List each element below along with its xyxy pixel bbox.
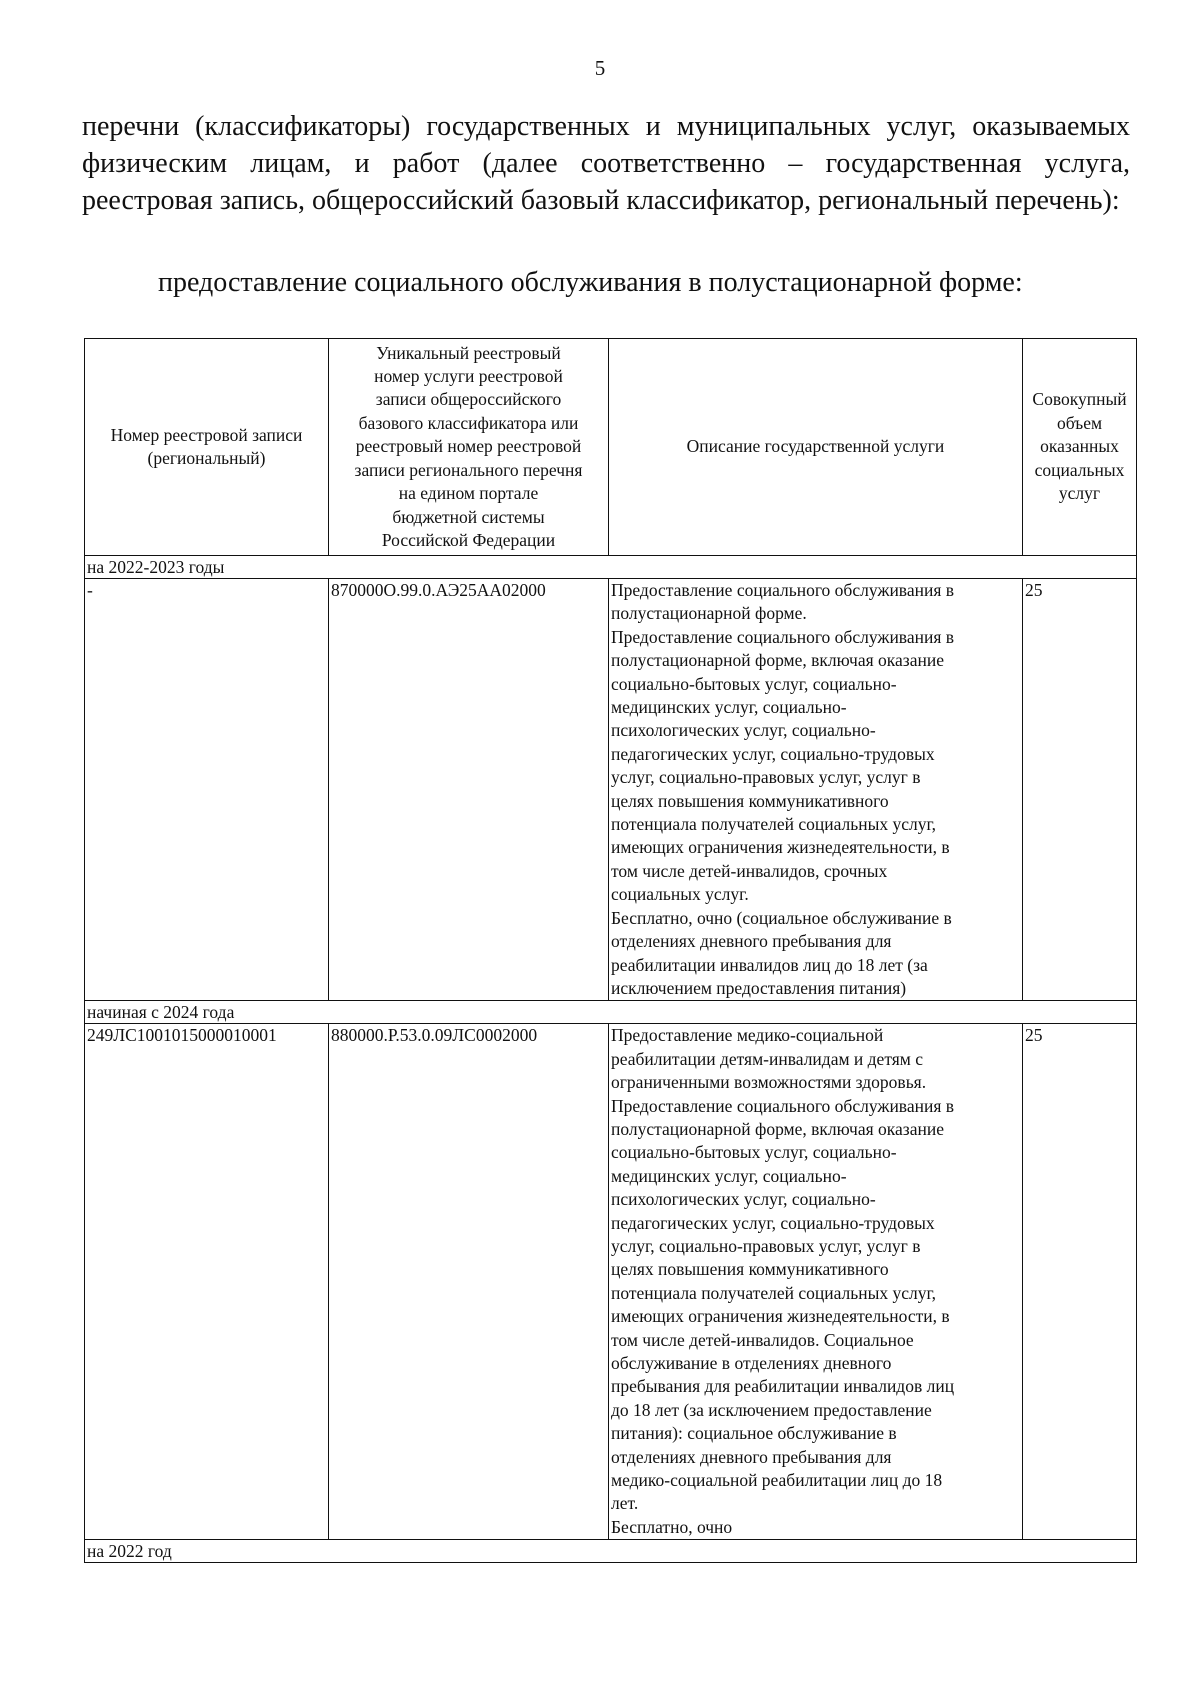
- intro-paragraph: [82, 108, 1130, 219]
- record-number-cell: -: [85, 579, 329, 1001]
- description-cell: Предоставление социального обслуживания в полустационарной форме. Предоставление социального обслуживания в полустационарной форме, включая оказание социально-бытовых услуг, социально- медицинских услуг, социально- психологических услуг, социально- педагогических услуг, социально-трудовых услуг, социально-правовых услуг, услуг в целях повышения коммуникативного потенциала получателей социальных услуг, имеющих ограничения жизнедеятельности, в том числе детей-инвалидов, срочных социальных услуг. Бесплатно, очно (социальное обслуживание в отделениях дневного пребывания для реабилитации инвалидов лиц до 18 лет (за исключением предоставления питания): [609, 579, 1023, 1001]
- section-label: на 2022-2023 годы: [85, 556, 1137, 579]
- section-row: [85, 1540, 1137, 1563]
- section-row: [85, 1001, 1137, 1024]
- header-record-number: Номер реестровой записи (региональный): [85, 339, 329, 556]
- intro-text: перечни (классификаторы) государственных и муниципальных услуг, оказываемых физическим лицам, и работ (далее соответственно – государственная услуга, реестровая запись, общероссийский базовый классификатор, региональный перечень):: [82, 111, 1130, 216]
- section-label: на 2022 год: [85, 1540, 1137, 1563]
- header-unique-number: Уникальный реестровый номер услуги реестровой записи общероссийского базового классификатора или реестровый номер реестровой записи регионального перечня на едином портале бюджетной системы Российской Федерации: [329, 339, 609, 556]
- description-cell: Предоставление медико-социальной реабилитации детям-инвалидам и детям с ограниченными возможностями здоровья. Предоставление социального обслуживания в полустационарной форме, включая оказание социально-бытовых услуг, социально- медицинских услуг, социально- психологических услуг, социально- педагогических услуг, социально-трудовых услуг, социально-правовых услуг, услуг в целях повышения коммуникативного потенциала получателей социальных услуг, имеющих ограничения жизнедеятельности, в том числе детей-инвалидов. Социальное обслуживание в отделениях дневного пребывания для реабилитации инвалидов лиц до 18 лет (за исключением предоставление питания): социальное обслуживание в отделениях дневного пребывания для медико-социальной реабилитации лиц до 18 лет. Бесплатно, очно: [609, 1024, 1023, 1540]
- header-description: Описание государственной услуги: [609, 339, 1023, 556]
- volume-cell: 25: [1023, 579, 1137, 1001]
- unique-number-cell: 870000О.99.0.АЭ25АА02000: [329, 579, 609, 1001]
- record-number-cell: 249ЛС1001015000010001: [85, 1024, 329, 1540]
- table-row: [85, 579, 1137, 1001]
- subheading: предоставление социального обслуживания в полустационарной форме:: [158, 267, 1023, 298]
- section-label: начиная с 2024 года: [85, 1001, 1137, 1024]
- table-row: [85, 1024, 1137, 1540]
- registry-table: [84, 338, 1137, 1563]
- unique-number-cell: 880000.Р.53.0.09ЛС0002000: [329, 1024, 609, 1540]
- page-number: 5: [594, 56, 606, 80]
- section-row: [85, 556, 1137, 579]
- header-volume: Совокупный объем оказанных социальных услуг: [1023, 339, 1137, 556]
- header-row: [85, 339, 1137, 556]
- volume-cell: 25: [1023, 1024, 1137, 1540]
